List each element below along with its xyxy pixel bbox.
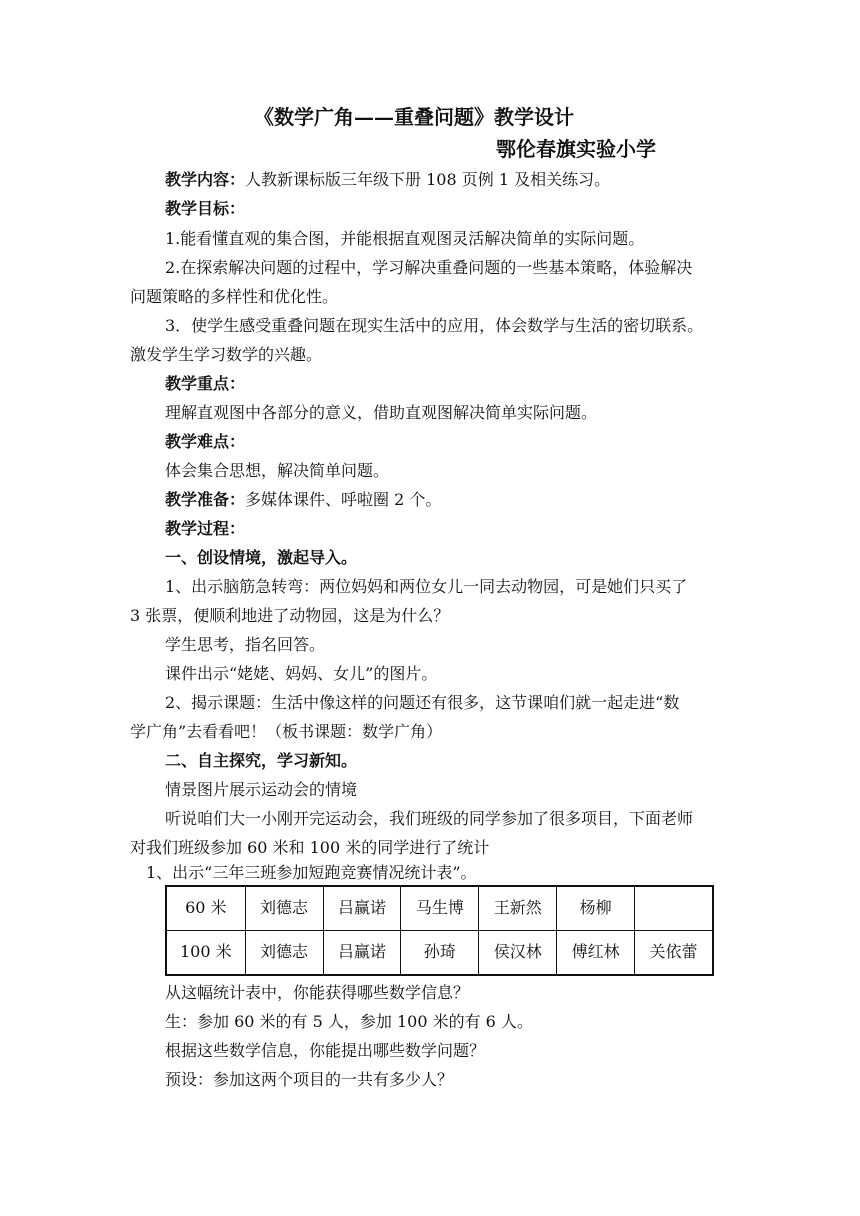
- goal-item: 3．使学生感受重叠问题在现实生活中的应用，体会数学与生活的密切联系。: [165, 316, 704, 335]
- key-points-text: 理解直观图中各部分的意义，借助直观图解决简单实际问题。: [165, 403, 598, 422]
- section2-heading: 二、自主探究，学习新知。: [165, 751, 358, 770]
- table-row: [166, 886, 713, 931]
- table-cell: 刘德志: [245, 886, 323, 931]
- content-label: 教学内容：: [165, 170, 246, 189]
- school-name: 鄂伦春旗实验小学: [496, 137, 656, 161]
- content-line: [165, 169, 610, 191]
- table-cell: 关依蕾: [635, 931, 713, 976]
- table-cell: 侯汉林: [479, 931, 557, 976]
- section1-line: 3 张票，便顺利地进了动物园，这是为什么？: [130, 606, 450, 625]
- section1-line: 2、揭示课题：生活中像这样的问题还有很多，这节课咱们就一起走进“数: [165, 693, 680, 712]
- section2-line: 情景图片展示运动会的情境: [165, 780, 358, 799]
- section2-line: 听说咱们大一小刚开完运动会，我们班级的同学参加了很多项目，下面老师: [165, 809, 694, 828]
- table-cell: 王新然: [479, 886, 557, 931]
- goal-item: 2.在探索解决问题的过程中，学习解决重叠问题的一些基本策略，体验解决: [165, 258, 693, 277]
- section1-line: 学广角”去看看吧！（板书课题：数学广角）: [130, 722, 443, 741]
- after-table-line: 根据这些数学信息，你能提出哪些数学问题？: [165, 1041, 486, 1060]
- preparation-line: [165, 489, 441, 511]
- key-points-label: 教学重点：: [165, 374, 246, 393]
- table-cell: 傅红林: [557, 931, 635, 976]
- goal-item: 问题策略的多样性和优化性。: [130, 287, 339, 306]
- after-table-line: 从这幅统计表中，你能获得哪些数学信息？: [165, 983, 470, 1002]
- goal-item: 1.能看懂直观的集合图，并能根据直观图灵活解决简单的实际问题。: [165, 229, 645, 248]
- table-cell: 刘德志: [245, 931, 323, 976]
- preparation-label: 教学准备：: [165, 490, 246, 509]
- preparation-text: 多媒体课件、呼啦圈 2 个。: [245, 490, 442, 509]
- after-table-line: 生：参加 60 米的有 5 人，参加 100 米的有 6 人。: [165, 1012, 533, 1031]
- after-table-line: 预设：参加这两个项目的一共有多少人？: [165, 1070, 454, 1089]
- table-cell: 孙琦: [401, 931, 479, 976]
- content-text: 人教新课标版三年级下册 108 页例 1 及相关练习。: [245, 170, 611, 189]
- difficulties-label: 教学难点：: [165, 432, 246, 451]
- table-cell: [635, 886, 713, 931]
- section1-heading: 一、创设情境，激起导入。: [165, 548, 358, 567]
- table-cell: 吕赢诺: [323, 886, 401, 931]
- table-cell: 60 米: [166, 886, 245, 931]
- table-cell: 马生博: [401, 886, 479, 931]
- table-row: [166, 931, 713, 976]
- table-cell: 杨柳: [557, 886, 635, 931]
- table-cell: 100 米: [166, 931, 245, 976]
- section1-line: 课件出示“姥姥、妈妈、女儿”的图片。: [165, 664, 438, 683]
- section1-line: 学生思考，指名回答。: [165, 635, 326, 654]
- document-title: 《数学广角——重叠问题》教学设计: [254, 105, 574, 129]
- section2-line: 1、出示“三年三班参加短跑竞赛情况统计表”。: [146, 863, 477, 882]
- goal-item: 激发学生学习数学的兴趣。: [130, 345, 323, 364]
- difficulties-text: 体会集合思想，解决简单问题。: [165, 461, 390, 480]
- section1-line: 1、出示脑筋急转弯：两位妈妈和两位女儿一同去动物园，可是她们只买了: [165, 577, 688, 596]
- section2-line: 对我们班级参加 60 米和 100 米的同学进行了统计: [130, 838, 490, 857]
- table-cell: 吕赢诺: [323, 931, 401, 976]
- goals-label: 教学目标：: [165, 199, 246, 218]
- process-label: 教学过程：: [165, 519, 246, 538]
- sprint-stats-table: [165, 885, 714, 976]
